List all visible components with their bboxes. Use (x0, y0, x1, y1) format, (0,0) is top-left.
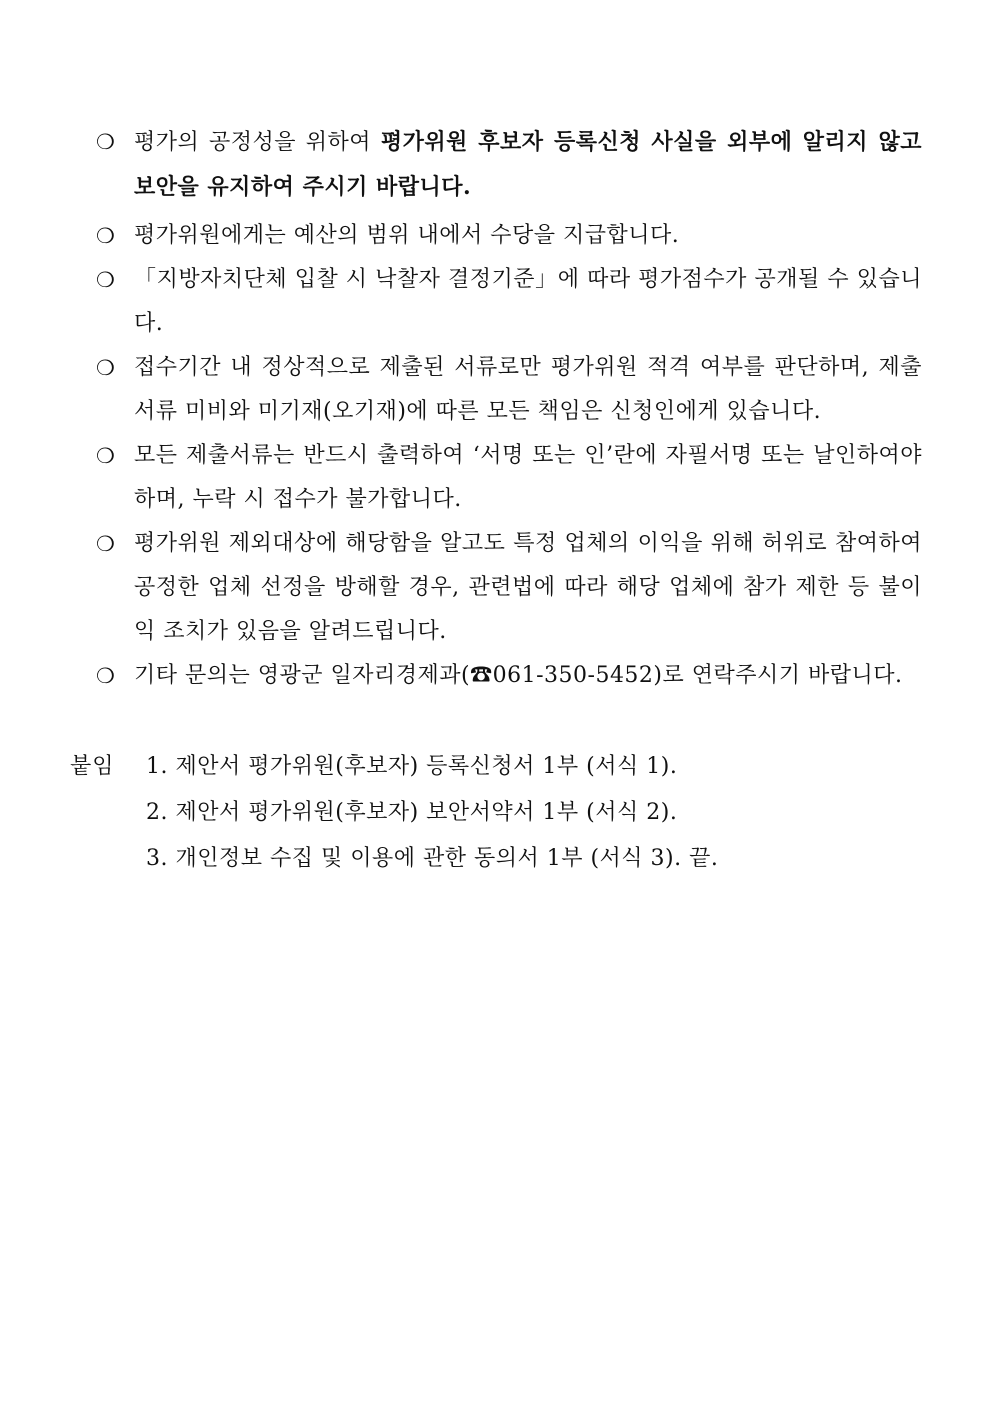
notice-text: 「지방자치단체 입찰 시 낙찰자 결정기준」에 따라 평가점수가 공개될 수 있습니다. (134, 267, 922, 336)
notice-list (96, 120, 922, 698)
notice-text: 접수기간 내 정상적으로 제출된 서류로만 평가위원 적격 여부를 판단하며, 제출서류 미비와 미기재(오기재)에 따른 모든 책임은 신청인에게 있습니다. (134, 355, 922, 424)
notice-text: 기타 문의는 영광군 일자리경제과(☎061-350-5452)로 연락주시기 바랍니다. (134, 663, 903, 688)
circle-bullet-icon: ❍ (96, 664, 116, 688)
notice-text: 평가위원에게는 예산의 범위 내에서 수당을 지급합니다. (134, 223, 680, 248)
circle-bullet-icon: ❍ (96, 224, 116, 248)
notice-item-allowance (96, 214, 922, 258)
attachment-item: 1. 제안서 평가위원(후보자) 등록신청서 1부 (서식 1). (146, 754, 678, 779)
notice-text: 모든 제출서류는 반드시 출력하여 ‘서명 또는 인’란에 자필서명 또는 날인하여야 하며, 누락 시 접수가 불가합니다. (134, 443, 922, 512)
circle-bullet-icon: ❍ (96, 444, 116, 468)
circle-bullet-icon: ❍ (96, 356, 116, 380)
notice-item-document-eligibility (96, 346, 922, 434)
attachments-label: 붙임 (70, 754, 115, 779)
notice-item-signature (96, 434, 922, 522)
notice-item-confidentiality (96, 120, 922, 210)
notice-item-contact (96, 654, 922, 698)
circle-bullet-icon: ❍ (96, 268, 116, 292)
circle-bullet-icon: ❍ (96, 130, 116, 154)
notice-text: 평가위원 제외대상에 해당함을 알고도 특정 업체의 이익을 위해 허위로 참여하여 공정한 업체 선정을 방해할 경우, 관련법에 따라 해당 업체에 참가 제한 등 불이익 조치가 있음을 알려드립니다. (134, 531, 922, 644)
attachment-item: 2. 제안서 평가위원(후보자) 보안서약서 1부 (서식 2). (146, 800, 678, 825)
notice-text-bold: 평가위원 후보자 등록신청 사실을 외부에 알리지 않고 보안을 유지하여 주시기 바랍니다. (134, 129, 922, 200)
attachments-list (146, 744, 718, 882)
circle-bullet-icon: ❍ (96, 532, 116, 556)
attachment-item: 3. 개인정보 수집 및 이용에 관한 동의서 1부 (서식 3). 끝. (146, 846, 719, 871)
notice-item-penalty (96, 522, 922, 654)
notice-item-score-disclosure (96, 258, 922, 346)
notice-text: 평가의 공정성을 위하여 (134, 130, 381, 155)
